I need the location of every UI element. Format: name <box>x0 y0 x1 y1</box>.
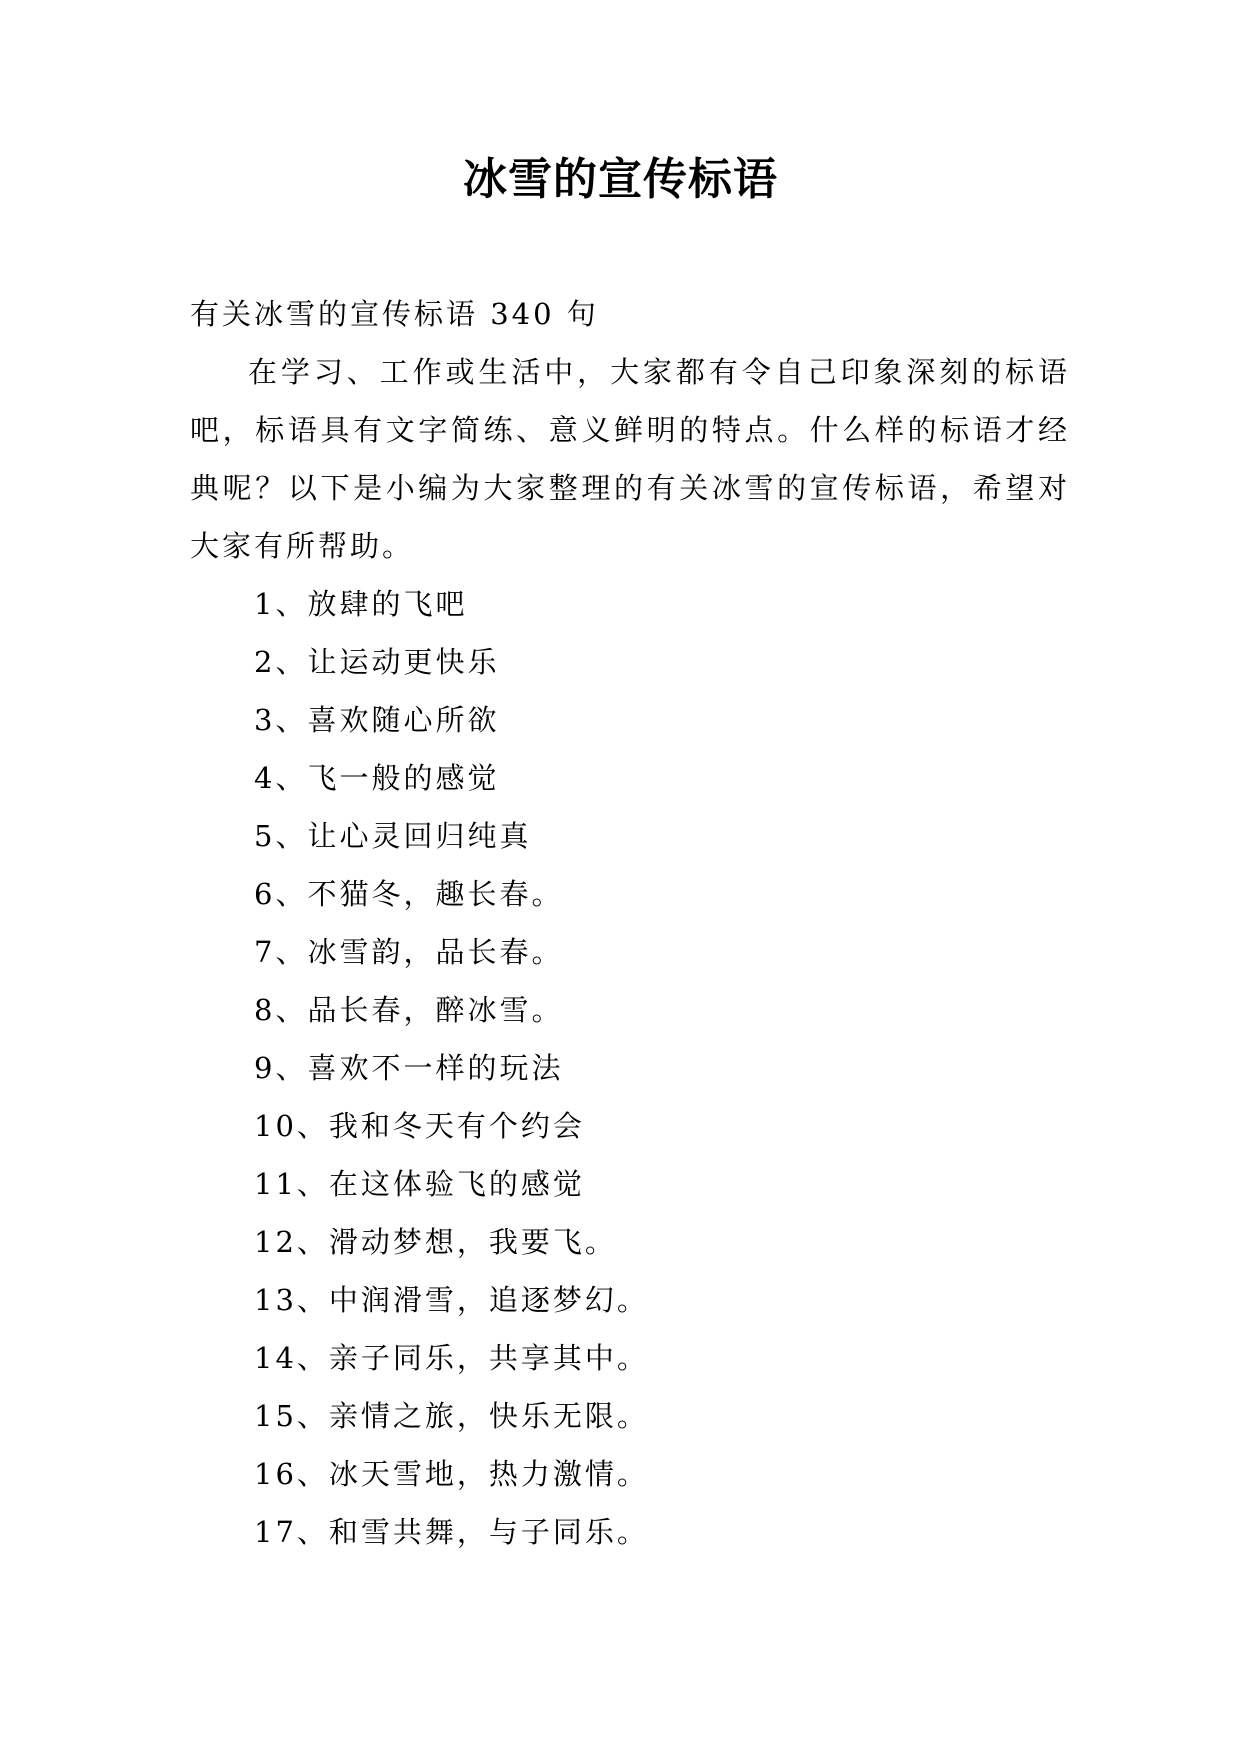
slogan-item: 4、飞一般的感觉 <box>254 761 500 795</box>
slogan-item: 7、冰雪韵，品长春。 <box>254 935 564 969</box>
slogan-item: 15、亲情之旅，快乐无限。 <box>254 1399 649 1433</box>
slogan-item: 5、让心灵回归纯真 <box>254 819 532 853</box>
slogan-item: 14、亲子同乐，共享其中。 <box>254 1341 649 1375</box>
slogan-item: 11、在这体验飞的感觉 <box>254 1167 585 1201</box>
slogan-item: 12、滑动梦想，我要飞。 <box>254 1225 617 1259</box>
slogan-item: 8、品长春，醉冰雪。 <box>254 993 564 1027</box>
slogan-item: 3、喜欢随心所欲 <box>254 703 500 737</box>
document-title: 冰雪的宣传标语 <box>463 154 778 205</box>
slogan-item: 9、喜欢不一样的玩法 <box>254 1051 564 1085</box>
slogan-item: 2、让运动更快乐 <box>254 645 500 679</box>
slogan-item: 6、不猫冬，趣长春。 <box>254 877 564 911</box>
slogan-item: 16、冰天雪地，热力激情。 <box>254 1457 649 1491</box>
slogan-item: 10、我和冬天有个约会 <box>254 1109 585 1143</box>
intro-paragraph: 在学习、工作或生活中，大家都有令自己印象深刻的标语吧，标语具有文字简练、意义鲜明的特点。什么样的标语才经典呢？以下是小编为大家整理的有关冰雪的宣传标语，希望对大家有所帮助。 <box>190 355 1070 563</box>
slogan-item: 1、放肆的飞吧 <box>254 587 468 621</box>
slogan-list <box>190 575 1070 1561</box>
slogan-item: 13、中润滑雪，追逐梦幻。 <box>254 1283 649 1317</box>
document-subtitle: 有关冰雪的宣传标语 340 句 <box>190 297 599 331</box>
document-body <box>190 285 1070 1561</box>
slogan-item: 17、和雪共舞，与子同乐。 <box>254 1515 649 1549</box>
